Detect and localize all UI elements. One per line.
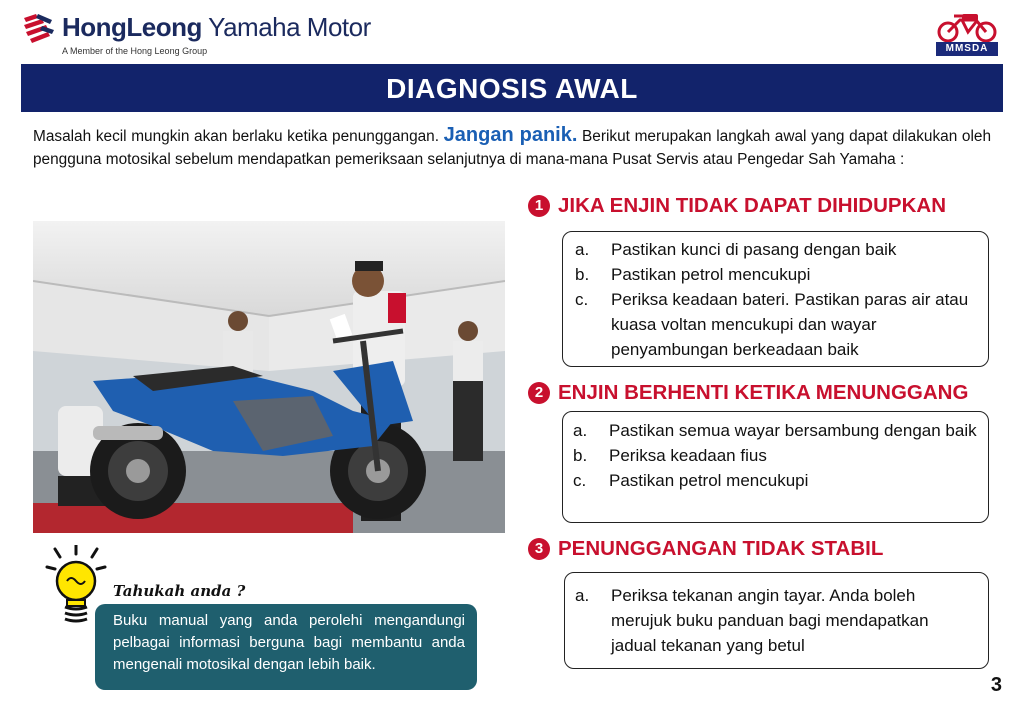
section-1-number: 1 (528, 195, 550, 217)
did-you-know-box: Buku manual yang anda perolehi mengandungi pelbagai informasi berguna bagi membantu anda mengenali motosikal dengan lebih baik. (95, 604, 477, 690)
list-item: a. Periksa tekanan angin tayar. Anda boleh merujuk buku panduan bagi mendapatkan jadual tekanan yang betul (575, 586, 929, 655)
section-3-box (564, 572, 989, 669)
page-number: 3 (990, 674, 1002, 696)
section-2-title: 2 ENJIN BERHENTI KETIKA MENUNGGANG (528, 381, 968, 405)
did-you-know-title: Tahukah anda ? (113, 582, 246, 600)
intro-paragraph: Masalah kecil mungkin akan berlaku ketika penunggangan. Jangan panik. Berikut merupakan langkah awal yang dapat dilakukan oleh pengguna motosikal sebelum mendapatkan pemeriksaan selanjutnya di mana-mana Pusat Servis atau Pengedar Sah Yamaha : (33, 124, 991, 168)
section-1-title: 1 JIKA ENJIN TIDAK DAPAT DIHIDUPKAN (528, 194, 946, 218)
mmsda-label: MMSDA (936, 42, 998, 56)
section-1-box (562, 231, 989, 367)
page-title: DIAGNOSIS AWAL (21, 64, 1003, 112)
section-2-number: 2 (528, 382, 550, 404)
list-item: a. Pastikan semua wayar bersambung dengan baik (573, 421, 977, 440)
hong-leong-logo-icon (22, 12, 56, 44)
motorcycle-icon (932, 8, 1002, 44)
list-item: c. Periksa keadaan bateri. Pastikan paras air atau kuasa voltan mencukupi dan wayar penyambungan berkeadaan baik (575, 290, 969, 359)
mmsda-badge (932, 8, 1002, 58)
list-item: b. Periksa keadaan fius (573, 446, 767, 465)
list-item: a. Pastikan kunci di pasang dengan baik (575, 240, 897, 259)
brand-tagline: A Member of the Hong Leong Group (62, 46, 208, 56)
motorcycle-inspection-photo (33, 221, 505, 533)
brand-name: HongLeong Yamaha Motor (62, 12, 371, 42)
section-3-number: 3 (528, 538, 550, 560)
section-2-box (562, 411, 989, 523)
section-3-title: 3 PENUNGGANGAN TIDAK STABIL (528, 537, 883, 561)
list-item: b. Pastikan petrol mencukupi (575, 265, 811, 284)
intro-emphasis: Jangan panik. (443, 124, 578, 146)
company-logo (22, 10, 371, 60)
list-item: c. Pastikan petrol mencukupi (573, 471, 809, 490)
